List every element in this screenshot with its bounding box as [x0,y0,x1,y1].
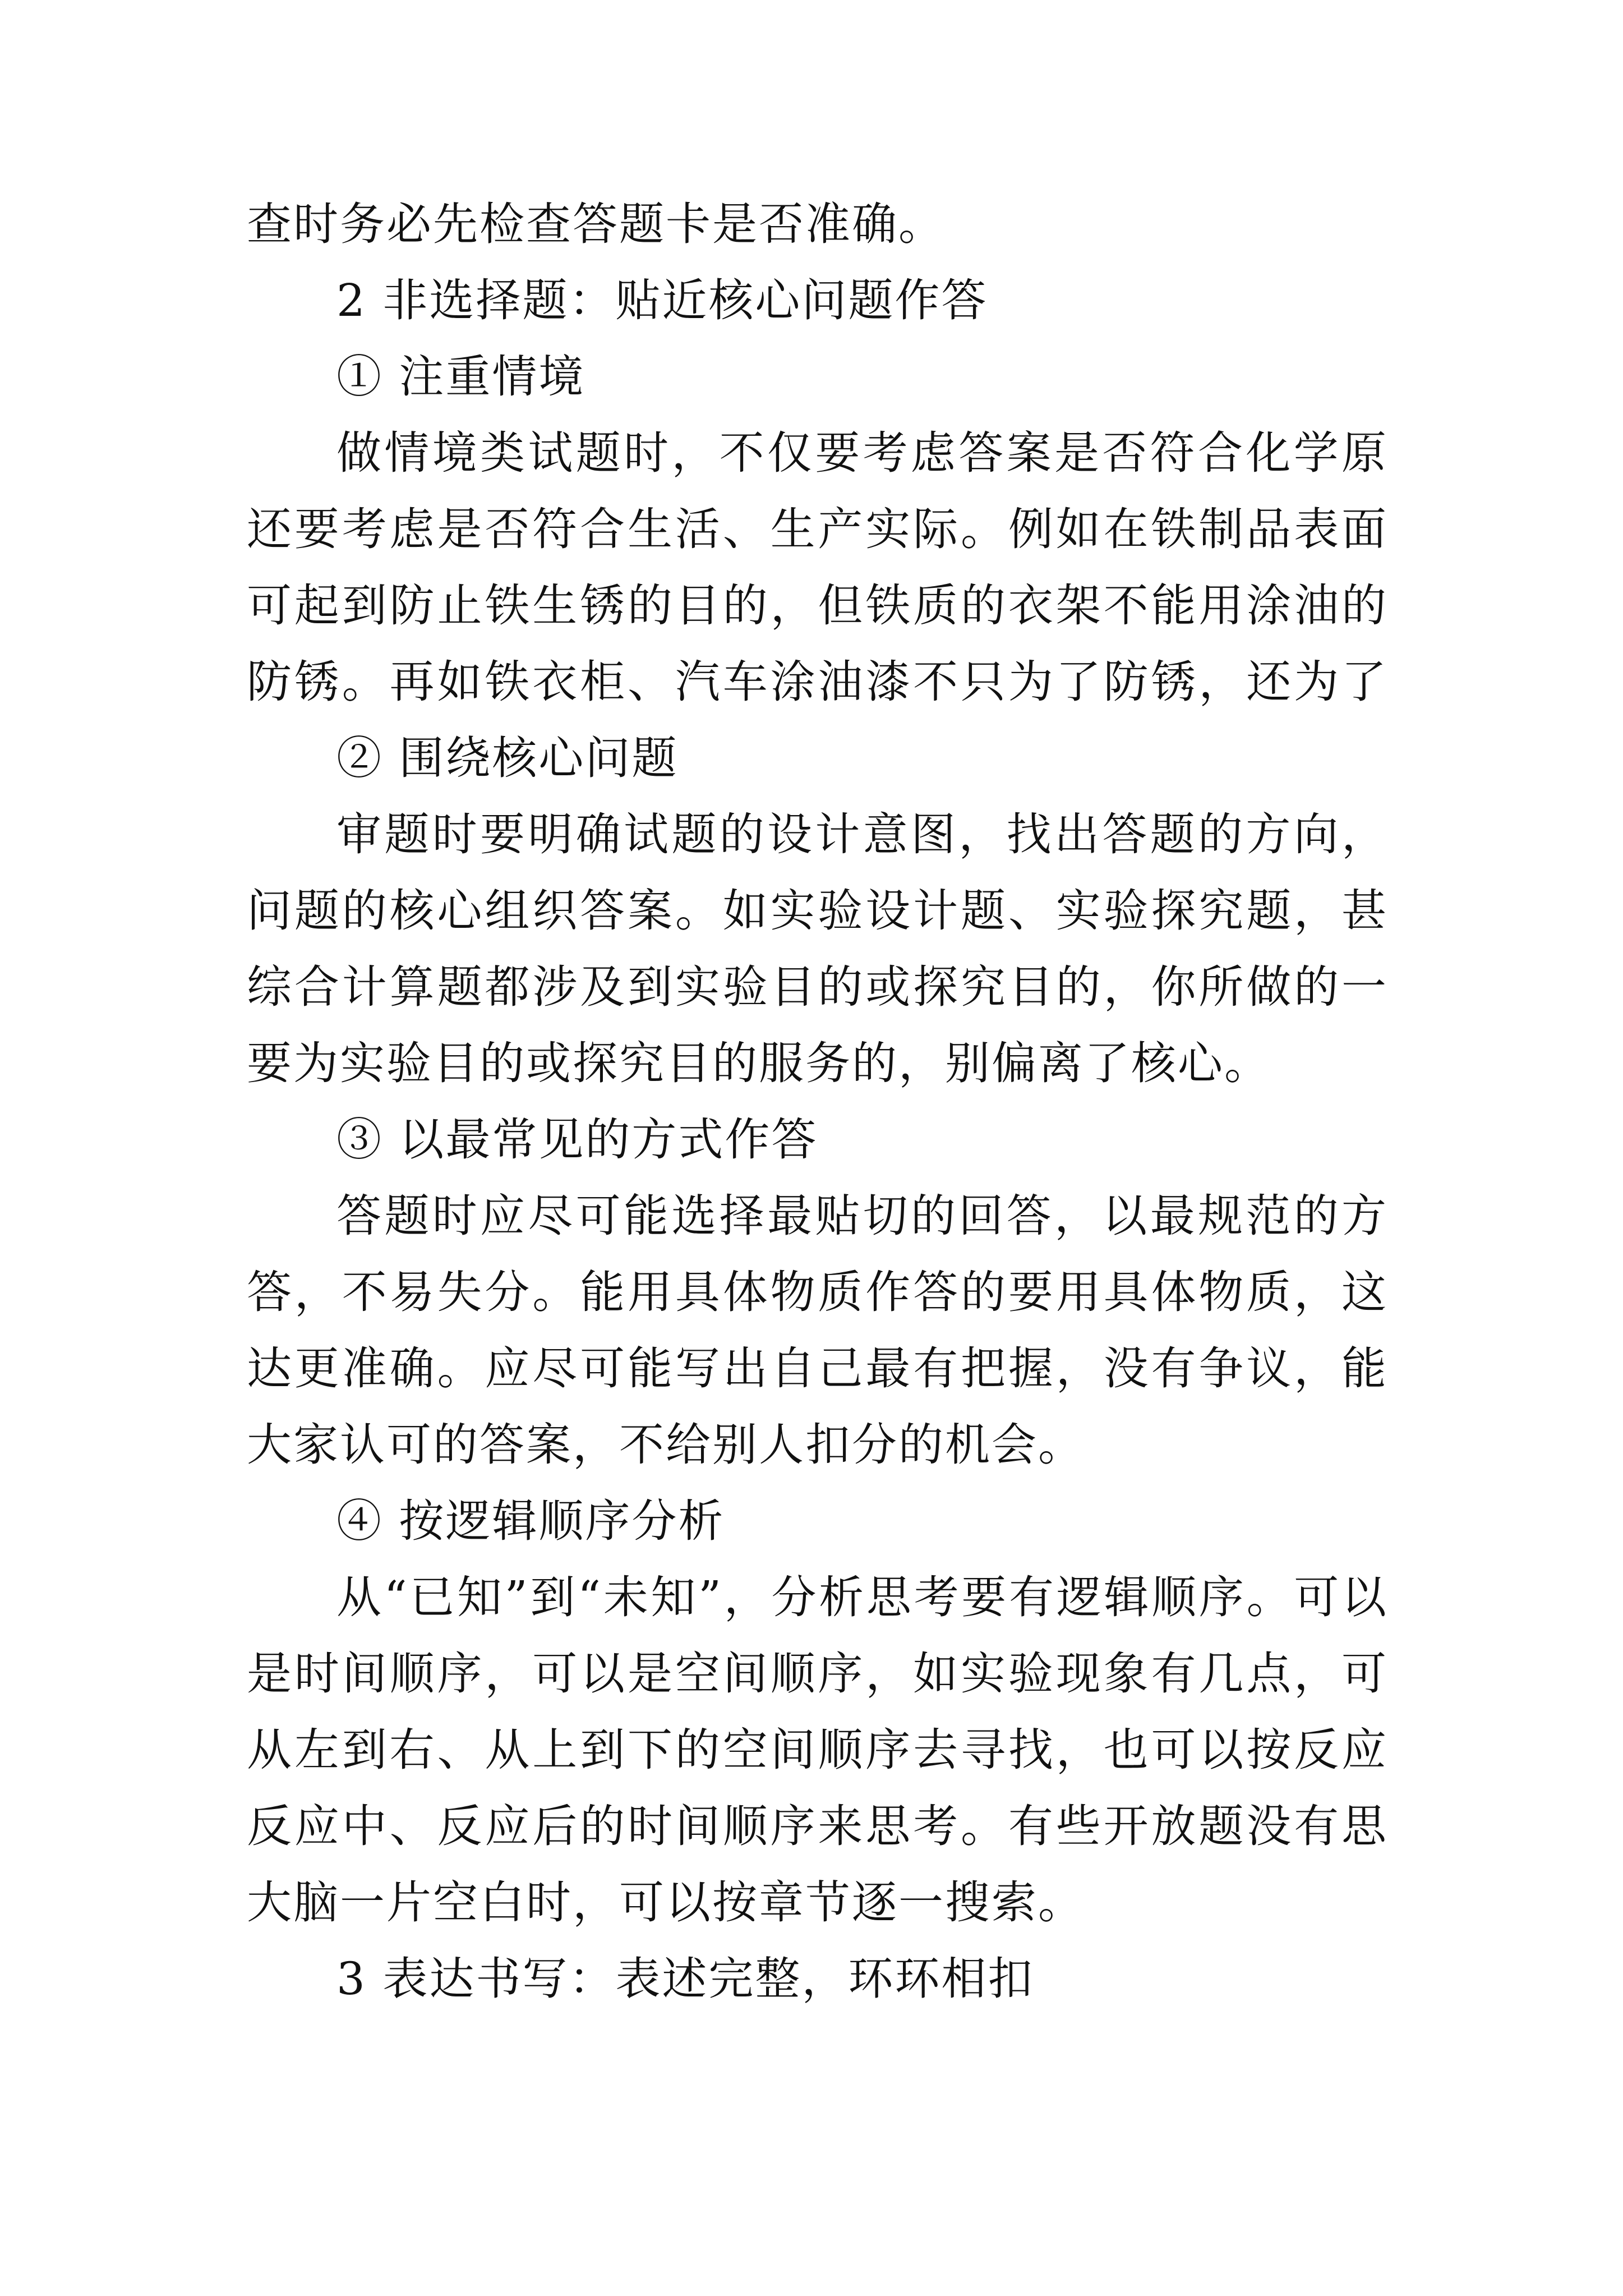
paragraph-line: 还要考虑是否符合生活、生产实际。例如在铁制品表面 [247,503,1388,555]
paragraph-line: 大家认可的答案，不给别人扣分的机会。 [247,1419,1085,1471]
paragraph-line: 从“已知”到“未知”，分析思考要有逻辑顺序。可以 [336,1571,1388,1623]
section-heading: 3 表达书写：表述完整，环环相扣 [336,1953,1035,2005]
paragraph-line: 答题时应尽可能选择最贴切的回答，以最规范的方 [336,1190,1388,1242]
paragraph-line: 从左到右、从上到下的空间顺序去寻找，也可以按反应 [247,1724,1388,1776]
paragraph-line: 反应中、反应后的时间顺序来思考。有些开放题没有思 [247,1800,1388,1852]
paragraph-line: 要为实验目的或探究目的服务的，别偏离了核心。 [247,1037,1271,1089]
paragraph-line: 问题的核心组织答案。如实验设计题、实验探究题，甚 [247,885,1388,937]
paragraph-line: 综合计算题都涉及到实验目的或探究目的，你所做的一 [247,961,1388,1013]
section-heading: 2 非选择题：贴近核心问题作答 [336,274,988,326]
paragraph-line: 是时间顺序，可以是空间顺序，如实验现象有几点，可 [247,1648,1388,1700]
section-heading: ② 围绕核心问题 [336,732,679,784]
paragraph-line: 达更准确。应尽可能写出自己最有把握，没有争议，能 [247,1342,1388,1395]
paragraph-line: 审题时要明确试题的设计意图，找出答题的方向， [336,808,1388,861]
paragraph-line: 大脑一片空白时，可以按章节逐一搜索。 [247,1876,1085,1929]
paragraph-line: 做情境类试题时，不仅要考虑答案是否符合化学原 [336,427,1388,479]
section-heading: ① 注重情境 [336,351,585,403]
paragraph-line: 可起到防止铁生锈的目的，但铁质的衣架不能用涂油的 [247,579,1388,632]
section-heading: ④ 按逻辑顺序分析 [336,1495,725,1547]
paragraph-line: 答，不易失分。能用具体物质作答的要用具体物质，这 [247,1266,1388,1318]
paragraph-line: 查时务必先检查答题卡是否准确。 [247,198,945,250]
section-heading: ③ 以最常见的方式作答 [336,1114,818,1166]
paragraph-line: 防锈。再如铁衣柜、汽车涂油漆不只为了防锈，还为了 [247,656,1388,708]
document-body [247,186,1388,2017]
